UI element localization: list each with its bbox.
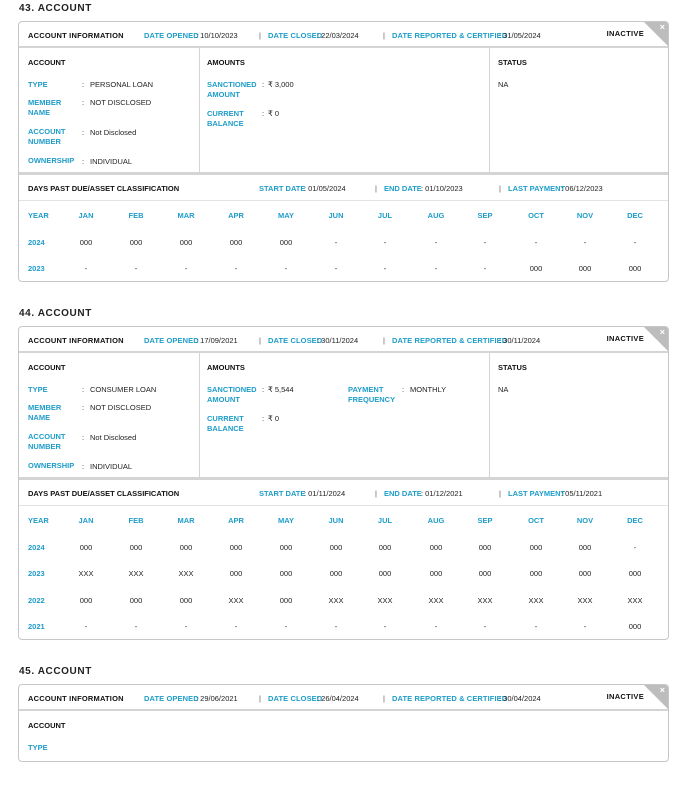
dpd-cell: 000 bbox=[129, 237, 143, 247]
dpd-cell: - bbox=[633, 237, 637, 247]
type-label: TYPE bbox=[28, 80, 48, 89]
colon: : bbox=[82, 128, 85, 137]
dpd-year: 2023 bbox=[28, 264, 45, 273]
account-number-label: ACCOUNT NUMBER bbox=[28, 127, 66, 146]
status-badge: INACTIVE bbox=[606, 334, 644, 343]
separator: | bbox=[383, 336, 385, 345]
date-opened-value: : 29/06/2021 bbox=[196, 694, 238, 703]
date-closed-value: : 26/04/2024 bbox=[317, 694, 359, 703]
dpd-cell: XXX bbox=[78, 569, 94, 578]
amounts-column-title: AMOUNTS bbox=[207, 363, 245, 372]
type-value: PERSONAL LOAN bbox=[90, 80, 154, 89]
dpd-cell: - bbox=[483, 622, 487, 631]
member-name-label: MEMBER NAME bbox=[28, 403, 62, 422]
account-section-title: 45. ACCOUNT bbox=[19, 666, 92, 677]
dpd-cell: 000 bbox=[529, 264, 543, 273]
dpd-cell: 000 bbox=[279, 595, 293, 605]
dpd-header-row bbox=[19, 506, 668, 533]
dpd-cell: 000 bbox=[179, 237, 193, 247]
colon: : bbox=[262, 385, 265, 394]
dpd-year: 2023 bbox=[28, 569, 45, 578]
dpd-cell: - bbox=[383, 622, 387, 631]
dpd-year: 2021 bbox=[28, 622, 45, 631]
ownership-label: OWNERSHIP bbox=[28, 461, 75, 470]
separator: | bbox=[383, 694, 385, 703]
dpd-cell: 000 bbox=[329, 569, 343, 578]
dpd-cell: XXX bbox=[627, 595, 643, 605]
dpd-cell: - bbox=[234, 264, 238, 273]
status-column-title: STATUS bbox=[498, 58, 527, 67]
date-opened-value: : 17/09/2021 bbox=[196, 336, 238, 345]
month-column-header: AUG bbox=[427, 516, 445, 525]
month-column-header: APR bbox=[228, 516, 244, 525]
colon: : bbox=[82, 98, 85, 107]
dpd-cell: - bbox=[633, 542, 637, 552]
dpd-title: DAYS PAST DUE/ASSET CLASSIFICATION bbox=[28, 489, 180, 498]
start-date-label: START DATE bbox=[259, 184, 306, 193]
dpd-cell: 000 bbox=[229, 569, 243, 578]
close-icon[interactable]: × bbox=[659, 685, 665, 695]
dpd-cell: 000 bbox=[179, 595, 193, 605]
dpd-cell: - bbox=[134, 622, 138, 631]
dpd-cell: 000 bbox=[79, 237, 93, 247]
colon: : bbox=[262, 109, 265, 118]
type-label: TYPE bbox=[28, 743, 48, 752]
close-icon[interactable]: × bbox=[659, 327, 665, 337]
payment-frequency-label: PAYMENT FREQUENCY bbox=[348, 385, 396, 404]
last-payment-value: : 05/11/2021 bbox=[561, 489, 603, 498]
dpd-cell: - bbox=[134, 264, 138, 273]
dpd-cell: - bbox=[234, 622, 238, 631]
sanctioned-amount-value: ₹ 5,544 bbox=[268, 385, 294, 394]
dpd-cell: 000 bbox=[129, 595, 143, 605]
date-reported-value: : 31/05/2024 bbox=[499, 31, 541, 40]
date-closed-label: DATE CLOSED bbox=[268, 694, 323, 703]
end-date-label: END DATE bbox=[384, 184, 422, 193]
month-column-header: MAY bbox=[278, 516, 294, 525]
year-column-header: YEAR bbox=[28, 516, 49, 525]
sanctioned-amount-value: ₹ 3,000 bbox=[268, 80, 294, 89]
dpd-header-row bbox=[19, 201, 668, 228]
dpd-cell: - bbox=[383, 237, 387, 247]
dpd-cell: XXX bbox=[328, 595, 344, 605]
dpd-cell: - bbox=[284, 264, 288, 273]
colon: : bbox=[82, 462, 85, 471]
current-balance-value: ₹ 0 bbox=[268, 414, 280, 423]
account-column-title: ACCOUNT bbox=[28, 721, 66, 730]
dpd-cell: 000 bbox=[478, 542, 492, 552]
dpd-cell: - bbox=[84, 622, 88, 631]
dpd-cell: 000 bbox=[79, 542, 93, 552]
date-closed-value: : 22/03/2024 bbox=[317, 31, 359, 40]
dpd-cell: 000 bbox=[229, 542, 243, 552]
dpd-cell: - bbox=[534, 237, 538, 247]
colon: : bbox=[82, 433, 85, 442]
account-info-title: ACCOUNT INFORMATION bbox=[28, 336, 124, 345]
type-label: TYPE bbox=[28, 385, 48, 394]
dpd-cell: 000 bbox=[429, 542, 443, 552]
month-column-header: DEC bbox=[627, 516, 643, 525]
account-card bbox=[18, 326, 669, 640]
account-details bbox=[19, 353, 668, 480]
month-column-header: DEC bbox=[627, 211, 643, 220]
dpd-cell: 000 bbox=[628, 622, 642, 631]
end-date-value: : 01/10/2023 bbox=[421, 184, 463, 193]
separator: | bbox=[375, 184, 377, 193]
month-column-header: OCT bbox=[528, 211, 544, 220]
ownership-label: OWNERSHIP bbox=[28, 156, 75, 165]
date-closed-value: : 30/11/2024 bbox=[317, 336, 359, 345]
separator: | bbox=[259, 31, 261, 40]
account-section-title: 44. ACCOUNT bbox=[19, 308, 92, 319]
month-column-header: MAR bbox=[177, 516, 195, 525]
status-value: NA bbox=[498, 80, 509, 89]
dpd-cell: - bbox=[284, 622, 288, 631]
account-section-title: 43. ACCOUNT bbox=[19, 3, 92, 14]
dpd-cell: XXX bbox=[228, 595, 244, 605]
dpd-cell: 000 bbox=[429, 569, 443, 578]
date-opened-label: DATE OPENED bbox=[144, 31, 199, 40]
colon: : bbox=[82, 157, 85, 166]
month-column-header: FEB bbox=[128, 211, 144, 220]
account-info-title: ACCOUNT INFORMATION bbox=[28, 31, 124, 40]
dpd-section bbox=[19, 175, 668, 281]
dpd-cell: 000 bbox=[329, 542, 343, 552]
month-column-header: APR bbox=[228, 211, 244, 220]
account-details bbox=[19, 48, 668, 175]
dpd-cell: - bbox=[583, 237, 587, 247]
dpd-cell: - bbox=[184, 622, 188, 631]
month-column-header: FEB bbox=[128, 516, 144, 525]
date-opened-label: DATE OPENED bbox=[144, 336, 199, 345]
dpd-cell: 000 bbox=[628, 264, 642, 273]
dpd-year: 2024 bbox=[28, 237, 45, 247]
separator: | bbox=[383, 31, 385, 40]
dpd-cell: 000 bbox=[628, 569, 642, 578]
dpd-cell: - bbox=[583, 622, 587, 631]
account-card bbox=[18, 21, 669, 282]
dpd-cell: - bbox=[434, 622, 438, 631]
account-column-title: ACCOUNT bbox=[28, 58, 66, 67]
dpd-cell: XXX bbox=[477, 595, 493, 605]
dpd-cell: 000 bbox=[129, 542, 143, 552]
account-info-header bbox=[19, 685, 668, 711]
month-column-header: JAN bbox=[78, 516, 94, 525]
dpd-cell: - bbox=[184, 264, 188, 273]
dpd-cell: 000 bbox=[279, 569, 293, 578]
end-date-value: : 01/12/2021 bbox=[421, 489, 463, 498]
month-column-header: JUL bbox=[377, 516, 393, 525]
separator: | bbox=[259, 336, 261, 345]
month-column-header: OCT bbox=[528, 516, 544, 525]
column-divider bbox=[199, 48, 200, 172]
year-column-header: YEAR bbox=[28, 211, 49, 220]
dpd-cell: 000 bbox=[578, 264, 592, 273]
dpd-cell: 000 bbox=[378, 542, 392, 552]
dpd-header bbox=[19, 480, 668, 506]
ownership-value: INDIVIDUAL bbox=[90, 462, 133, 471]
date-opened-label: DATE OPENED bbox=[144, 694, 199, 703]
month-column-header: JUN bbox=[328, 516, 344, 525]
status-badge: INACTIVE bbox=[606, 692, 644, 701]
account-info-header bbox=[19, 327, 668, 353]
dpd-cell: XXX bbox=[377, 595, 393, 605]
dpd-cell: XXX bbox=[428, 595, 444, 605]
dpd-cell: - bbox=[334, 264, 338, 273]
start-date-value: : 01/05/2024 bbox=[304, 184, 346, 193]
month-column-header: MAY bbox=[278, 211, 294, 220]
dpd-grid bbox=[19, 201, 668, 281]
account-card bbox=[18, 684, 669, 762]
end-date-label: END DATE bbox=[384, 489, 422, 498]
separator: | bbox=[499, 489, 501, 498]
colon: : bbox=[82, 385, 85, 394]
amounts-column-title: AMOUNTS bbox=[207, 58, 245, 67]
dpd-cell: 000 bbox=[529, 569, 543, 578]
colon: : bbox=[402, 385, 405, 394]
month-column-header: JAN bbox=[78, 211, 94, 220]
month-column-header: AUG bbox=[427, 211, 445, 220]
date-reported-label: DATE REPORTED & CERTIFIED bbox=[392, 694, 508, 703]
dpd-year: 2024 bbox=[28, 542, 45, 552]
last-payment-value: : 06/12/2023 bbox=[561, 184, 603, 193]
colon: : bbox=[82, 80, 85, 89]
dpd-cell: - bbox=[534, 622, 538, 631]
date-reported-value: : 30/11/2024 bbox=[499, 336, 541, 345]
dpd-cell: 000 bbox=[179, 542, 193, 552]
dpd-cell: 000 bbox=[79, 595, 93, 605]
dpd-cell: - bbox=[334, 237, 338, 247]
account-column-title: ACCOUNT bbox=[28, 363, 66, 372]
date-opened-value: : 10/10/2023 bbox=[196, 31, 238, 40]
current-balance-label: CURRENT BALANCE bbox=[207, 109, 244, 128]
member-name-label: MEMBER NAME bbox=[28, 98, 62, 117]
month-column-header: SEP bbox=[477, 516, 493, 525]
dpd-cell: - bbox=[434, 264, 438, 273]
month-column-header: NOV bbox=[576, 211, 594, 220]
dpd-cell: 000 bbox=[279, 237, 293, 247]
dpd-cell: XXX bbox=[528, 595, 544, 605]
current-balance-value: ₹ 0 bbox=[268, 109, 280, 118]
dpd-cell: XXX bbox=[178, 569, 194, 578]
dpd-year-row bbox=[19, 612, 668, 639]
sanctioned-amount-label: SANCTIONED AMOUNT bbox=[207, 385, 257, 404]
start-date-label: START DATE bbox=[259, 489, 306, 498]
dpd-cell: XXX bbox=[128, 569, 144, 578]
account-details bbox=[19, 711, 668, 761]
dpd-cell: - bbox=[483, 264, 487, 273]
month-column-header: NOV bbox=[576, 516, 594, 525]
date-reported-value: : 30/04/2024 bbox=[499, 694, 541, 703]
status-badge: INACTIVE bbox=[606, 29, 644, 38]
month-column-header: JUN bbox=[328, 211, 344, 220]
status-value: NA bbox=[498, 385, 509, 394]
separator: | bbox=[499, 184, 501, 193]
dpd-cell: 000 bbox=[279, 542, 293, 552]
dpd-cell: 000 bbox=[529, 542, 543, 552]
date-reported-label: DATE REPORTED & CERTIFIED bbox=[392, 336, 508, 345]
date-reported-label: DATE REPORTED & CERTIFIED bbox=[392, 31, 508, 40]
column-divider bbox=[199, 353, 200, 477]
account-info-header bbox=[19, 22, 668, 48]
dpd-year-row bbox=[19, 559, 668, 586]
dpd-year-row bbox=[19, 254, 668, 281]
last-payment-label: LAST PAYMENT bbox=[508, 489, 566, 498]
date-closed-label: DATE CLOSED bbox=[268, 336, 323, 345]
month-column-header: SEP bbox=[477, 211, 493, 220]
separator: | bbox=[375, 489, 377, 498]
payment-frequency-value: MONTHLY bbox=[410, 385, 447, 394]
column-divider bbox=[489, 353, 490, 477]
dpd-header bbox=[19, 175, 668, 201]
type-value: CONSUMER LOAN bbox=[90, 385, 157, 394]
colon: : bbox=[262, 80, 265, 89]
account-number-label: ACCOUNT NUMBER bbox=[28, 432, 66, 451]
dpd-cell: 000 bbox=[378, 569, 392, 578]
colon: : bbox=[82, 403, 85, 412]
account-info-title: ACCOUNT INFORMATION bbox=[28, 694, 124, 703]
dpd-year: 2022 bbox=[28, 595, 45, 605]
account-number-value: Not Disclosed bbox=[90, 128, 137, 137]
separator: | bbox=[259, 694, 261, 703]
month-column-header: MAR bbox=[177, 211, 195, 220]
dpd-year-row bbox=[19, 586, 668, 613]
dpd-cell: 000 bbox=[478, 569, 492, 578]
ownership-value: INDIVIDUAL bbox=[90, 157, 133, 166]
dpd-cell: 000 bbox=[578, 542, 592, 552]
start-date-value: : 01/11/2024 bbox=[304, 489, 346, 498]
dpd-cell: 000 bbox=[578, 569, 592, 578]
month-column-header: JUL bbox=[377, 211, 393, 220]
date-closed-label: DATE CLOSED bbox=[268, 31, 323, 40]
status-column-title: STATUS bbox=[498, 363, 527, 372]
dpd-title: DAYS PAST DUE/ASSET CLASSIFICATION bbox=[28, 184, 180, 193]
dpd-cell: - bbox=[334, 622, 338, 631]
dpd-year-row bbox=[19, 533, 668, 560]
colon: : bbox=[262, 414, 265, 423]
dpd-cell: - bbox=[383, 264, 387, 273]
current-balance-label: CURRENT BALANCE bbox=[207, 414, 244, 433]
sanctioned-amount-label: SANCTIONED AMOUNT bbox=[207, 80, 257, 99]
dpd-cell: 000 bbox=[229, 237, 243, 247]
close-icon[interactable]: × bbox=[659, 22, 665, 32]
dpd-cell: - bbox=[483, 237, 487, 247]
last-payment-label: LAST PAYMENT bbox=[508, 184, 566, 193]
dpd-grid bbox=[19, 506, 668, 639]
dpd-cell: - bbox=[434, 237, 438, 247]
account-number-value: Not Disclosed bbox=[90, 433, 137, 442]
column-divider bbox=[489, 48, 490, 172]
dpd-cell: XXX bbox=[577, 595, 593, 605]
dpd-section bbox=[19, 480, 668, 639]
member-name-value: NOT DISCLOSED bbox=[90, 403, 152, 412]
dpd-year-row bbox=[19, 228, 668, 255]
member-name-value: NOT DISCLOSED bbox=[90, 98, 152, 107]
dpd-cell: - bbox=[84, 264, 88, 273]
